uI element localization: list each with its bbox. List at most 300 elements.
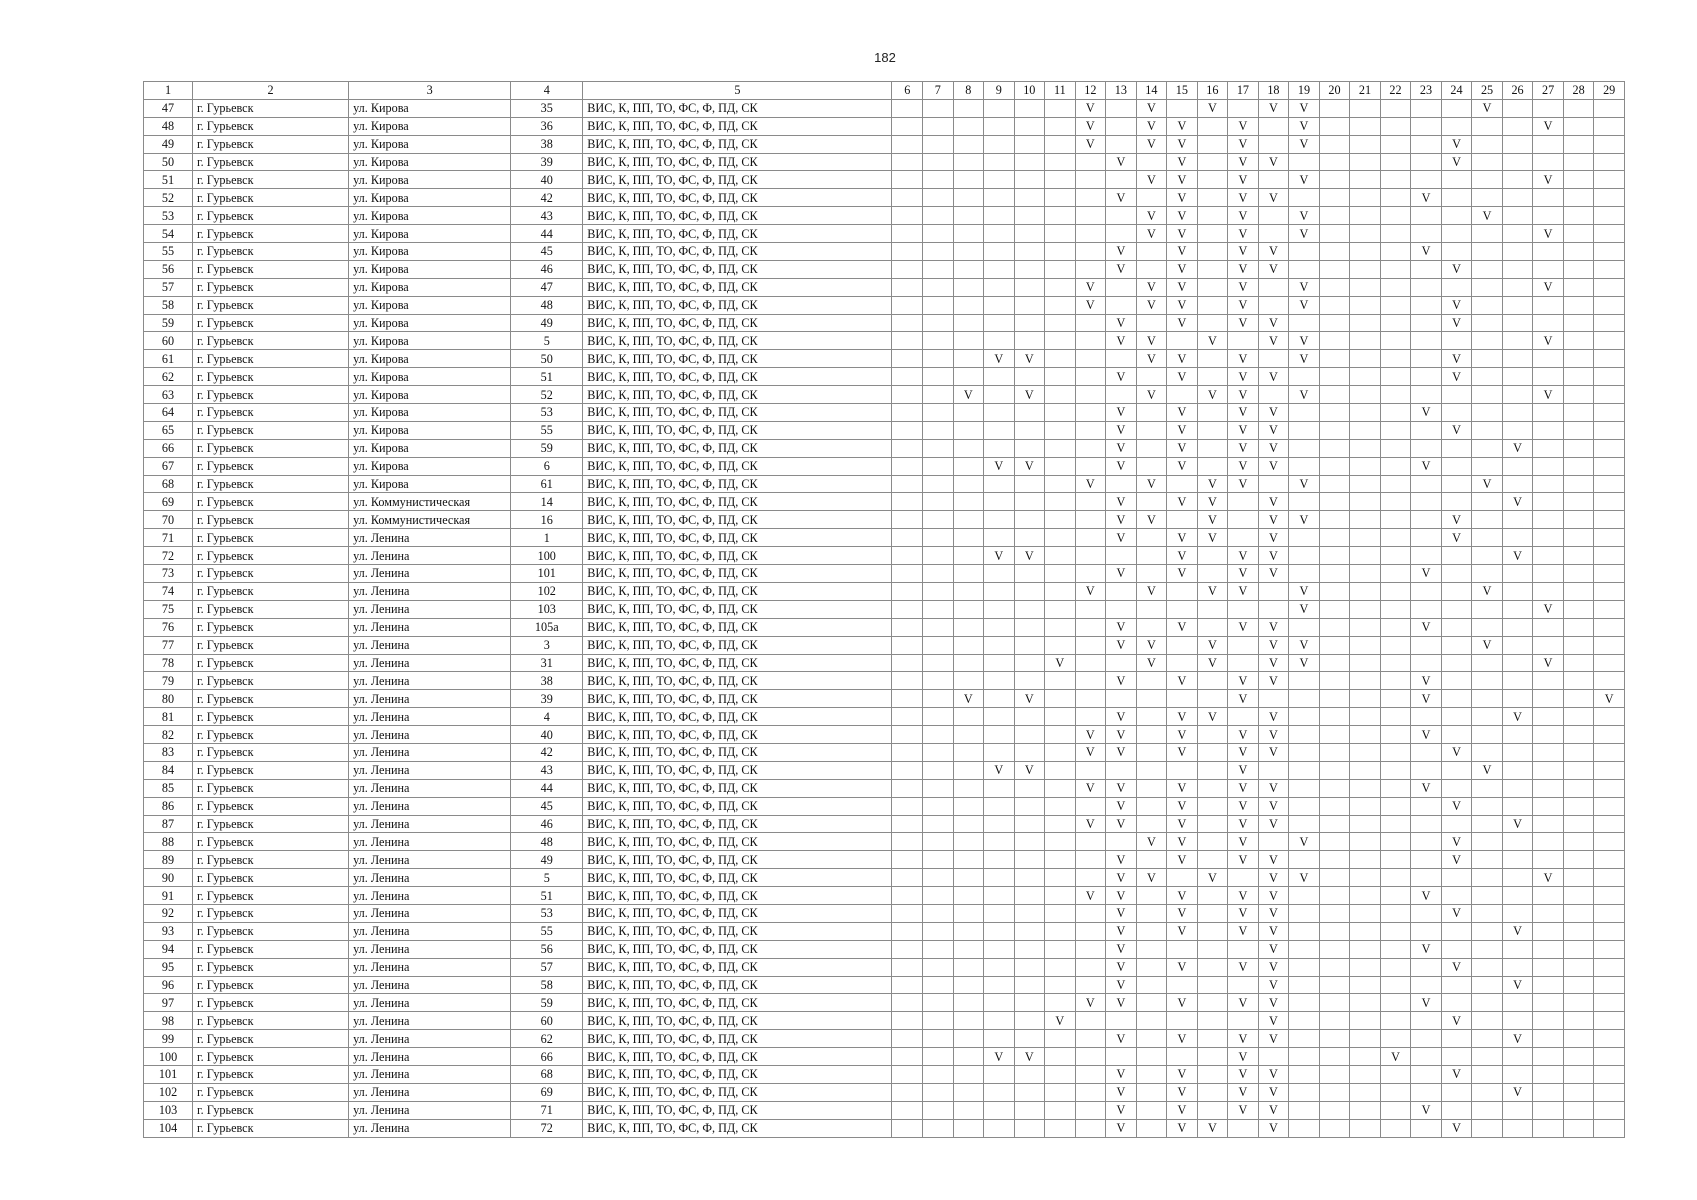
mark-cell: V (1228, 582, 1259, 600)
mark-cell: V (1106, 940, 1137, 958)
cell-street: ул. Кирова (349, 350, 511, 368)
mark-cell (953, 457, 984, 475)
mark-cell (1350, 404, 1381, 422)
mark-cell (1563, 743, 1594, 761)
table-row (144, 958, 1625, 976)
cell-n: 58 (144, 296, 193, 314)
mark-cell (1380, 529, 1411, 547)
mark-cell (1350, 171, 1381, 189)
table-row (144, 511, 1625, 529)
mark-cell (1319, 690, 1350, 708)
mark-cell (1441, 189, 1472, 207)
table-body (144, 99, 1625, 1137)
mark-cell (953, 1048, 984, 1066)
mark-cell: V (1014, 690, 1045, 708)
mark-cell (1014, 922, 1045, 940)
mark-cell (984, 153, 1015, 171)
mark-cell (1380, 976, 1411, 994)
mark-cell (1136, 493, 1167, 511)
mark-cell (1045, 493, 1076, 511)
mark-cell (1533, 851, 1564, 869)
cell-codes: ВИС, К, ПП, ТО, ФС, Ф, ПД, СК (583, 475, 892, 493)
mark-cell: V (1289, 386, 1320, 404)
mark-cell (1045, 207, 1076, 225)
mark-cell (984, 1065, 1015, 1083)
mark-cell (1411, 511, 1442, 529)
mark-cell (953, 1065, 984, 1083)
mark-cell: V (1258, 529, 1289, 547)
mark-cell (892, 565, 923, 583)
mark-cell (1533, 421, 1564, 439)
mark-cell (1197, 350, 1228, 368)
cell-city: г. Гурьевск (193, 636, 349, 654)
mark-cell (1350, 922, 1381, 940)
mark-cell (1533, 815, 1564, 833)
mark-cell (1533, 189, 1564, 207)
mark-cell (923, 368, 954, 386)
mark-cell (1197, 797, 1228, 815)
mark-cell (923, 529, 954, 547)
mark-cell (1380, 457, 1411, 475)
mark-cell: V (1258, 457, 1289, 475)
mark-cell: V (1167, 618, 1198, 636)
mark-cell (1380, 904, 1411, 922)
mark-cell (1075, 529, 1106, 547)
mark-cell (1014, 582, 1045, 600)
mark-cell (953, 189, 984, 207)
cell-codes: ВИС, К, ПП, ТО, ФС, Ф, ПД, СК (583, 421, 892, 439)
cell-house: 100 (511, 547, 583, 565)
mark-cell (1533, 1101, 1564, 1119)
mark-cell: V (1258, 815, 1289, 833)
mark-cell (1441, 600, 1472, 618)
table-row (144, 386, 1625, 404)
mark-cell (1258, 690, 1289, 708)
cell-street: ул. Ленина (349, 851, 511, 869)
mark-cell (1502, 117, 1533, 135)
mark-cell: V (1106, 439, 1137, 457)
mark-cell (1197, 1048, 1228, 1066)
mark-cell (923, 869, 954, 887)
mark-cell (1411, 117, 1442, 135)
mark-cell (923, 475, 954, 493)
mark-cell (953, 314, 984, 332)
mark-cell: V (1167, 743, 1198, 761)
mark-cell (984, 958, 1015, 976)
mark-cell (1045, 260, 1076, 278)
mark-cell (953, 439, 984, 457)
mark-cell (1594, 833, 1625, 851)
cell-city: г. Гурьевск (193, 618, 349, 636)
mark-cell (1014, 976, 1045, 994)
mark-cell (1197, 278, 1228, 296)
mark-cell (1014, 1012, 1045, 1030)
mark-cell: V (1258, 922, 1289, 940)
cell-house: 31 (511, 654, 583, 672)
mark-cell (1228, 708, 1259, 726)
mark-cell (1045, 976, 1076, 994)
mark-cell (1441, 475, 1472, 493)
mark-cell (1289, 1065, 1320, 1083)
cell-n: 100 (144, 1048, 193, 1066)
mark-cell (1350, 1101, 1381, 1119)
mark-cell: V (1106, 708, 1137, 726)
mark-cell (1380, 171, 1411, 189)
mark-cell (1380, 815, 1411, 833)
table-row (144, 797, 1625, 815)
mark-cell: V (1228, 994, 1259, 1012)
mark-cell: V (1075, 117, 1106, 135)
mark-cell: V (1075, 278, 1106, 296)
mark-cell (1350, 1048, 1381, 1066)
mark-cell: V (1106, 260, 1137, 278)
mark-cell (1411, 421, 1442, 439)
mark-cell (1289, 904, 1320, 922)
mark-cell (1350, 690, 1381, 708)
mark-cell (1594, 404, 1625, 422)
mark-cell (1350, 958, 1381, 976)
cell-n: 84 (144, 761, 193, 779)
cell-street: ул. Ленина (349, 529, 511, 547)
mark-cell (1441, 171, 1472, 189)
mark-cell (1594, 582, 1625, 600)
mark-cell: V (1106, 404, 1137, 422)
mark-cell (1594, 457, 1625, 475)
mark-cell (1533, 350, 1564, 368)
mark-cell: V (1411, 779, 1442, 797)
cell-codes: ВИС, К, ПП, ТО, ФС, Ф, ПД, СК (583, 618, 892, 636)
mark-cell (1563, 851, 1594, 869)
mark-cell (1594, 1083, 1625, 1101)
mark-cell: V (1106, 332, 1137, 350)
table-row (144, 207, 1625, 225)
mark-cell: V (1228, 475, 1259, 493)
mark-cell (1441, 117, 1472, 135)
mark-cell (1441, 922, 1472, 940)
cell-city: г. Гурьевск (193, 976, 349, 994)
cell-house: 47 (511, 278, 583, 296)
mark-cell (1106, 135, 1137, 153)
mark-cell (923, 278, 954, 296)
mark-cell (1258, 207, 1289, 225)
mark-cell (1563, 815, 1594, 833)
mark-cell (923, 135, 954, 153)
mark-cell (1197, 600, 1228, 618)
cell-codes: ВИС, К, ПП, ТО, ФС, Ф, ПД, СК (583, 1030, 892, 1048)
cell-codes: ВИС, К, ПП, ТО, ФС, Ф, ПД, СК (583, 171, 892, 189)
table-row (144, 851, 1625, 869)
mark-cell (1380, 296, 1411, 314)
mark-cell: V (1258, 994, 1289, 1012)
mark-cell: V (1167, 779, 1198, 797)
mark-cell (984, 260, 1015, 278)
cell-house: 46 (511, 815, 583, 833)
mark-cell (1502, 1048, 1533, 1066)
table-row (144, 225, 1625, 243)
mark-cell: V (1533, 386, 1564, 404)
mark-cell: V (1167, 1065, 1198, 1083)
mark-cell (953, 940, 984, 958)
mark-cell: V (1197, 708, 1228, 726)
mark-cell (1167, 976, 1198, 994)
mark-cell: V (1228, 887, 1259, 905)
mark-cell (984, 1119, 1015, 1137)
mark-cell (923, 672, 954, 690)
cell-street: ул. Кирова (349, 475, 511, 493)
mark-cell (923, 708, 954, 726)
cell-city: г. Гурьевск (193, 332, 349, 350)
mark-cell (1380, 1083, 1411, 1101)
mark-cell: V (1533, 654, 1564, 672)
mark-cell (1167, 386, 1198, 404)
mark-cell (1045, 547, 1076, 565)
mark-cell (1472, 708, 1503, 726)
mark-cell: V (1258, 869, 1289, 887)
mark-cell (1594, 260, 1625, 278)
mark-cell (1319, 654, 1350, 672)
mark-cell (1350, 1065, 1381, 1083)
mark-cell (1441, 672, 1472, 690)
mark-cell (1563, 958, 1594, 976)
mark-cell: V (1167, 135, 1198, 153)
cell-codes: ВИС, К, ПП, ТО, ФС, Ф, ПД, СК (583, 922, 892, 940)
cell-n: 73 (144, 565, 193, 583)
mark-cell (892, 761, 923, 779)
mark-cell (1319, 117, 1350, 135)
mark-cell (1319, 99, 1350, 117)
cell-street: ул. Ленина (349, 869, 511, 887)
mark-cell (1563, 618, 1594, 636)
mark-cell (1380, 565, 1411, 583)
cell-codes: ВИС, К, ПП, ТО, ФС, Ф, ПД, СК (583, 278, 892, 296)
mark-cell (1472, 547, 1503, 565)
mark-cell: V (1258, 1065, 1289, 1083)
mark-cell (1563, 296, 1594, 314)
mark-cell (1563, 225, 1594, 243)
cell-n: 92 (144, 904, 193, 922)
mark-cell: V (1258, 1119, 1289, 1137)
mark-cell (1502, 225, 1533, 243)
mark-cell (1045, 761, 1076, 779)
mark-cell (1014, 833, 1045, 851)
mark-cell (1594, 439, 1625, 457)
mark-cell: V (1228, 565, 1259, 583)
mark-cell (1136, 260, 1167, 278)
mark-cell (1594, 565, 1625, 583)
mark-cell: V (1167, 296, 1198, 314)
mark-cell (1014, 332, 1045, 350)
mark-cell (1045, 368, 1076, 386)
mark-cell: V (1167, 457, 1198, 475)
mark-cell (1594, 314, 1625, 332)
mark-cell (1502, 994, 1533, 1012)
mark-cell (1319, 887, 1350, 905)
mark-cell: V (1167, 404, 1198, 422)
mark-cell: V (1228, 726, 1259, 744)
mark-cell (1563, 636, 1594, 654)
cell-n: 85 (144, 779, 193, 797)
column-header: 19 (1289, 82, 1320, 100)
mark-cell (1289, 743, 1320, 761)
mark-cell (1594, 171, 1625, 189)
cell-street: ул. Ленина (349, 994, 511, 1012)
mark-cell (1563, 565, 1594, 583)
cell-codes: ВИС, К, ПП, ТО, ФС, Ф, ПД, СК (583, 761, 892, 779)
cell-street: ул. Ленина (349, 547, 511, 565)
mark-cell (1472, 171, 1503, 189)
mark-cell: V (1014, 761, 1045, 779)
mark-cell (1258, 225, 1289, 243)
mark-cell: V (1106, 511, 1137, 529)
mark-cell (1502, 1065, 1533, 1083)
mark-cell: V (1106, 922, 1137, 940)
mark-cell (1380, 600, 1411, 618)
cell-city: г. Гурьевск (193, 1119, 349, 1137)
cell-city: г. Гурьевск (193, 779, 349, 797)
mark-cell (1197, 887, 1228, 905)
cell-street: ул. Ленина (349, 565, 511, 583)
column-header: 15 (1167, 82, 1198, 100)
mark-cell (1350, 887, 1381, 905)
mark-cell (1319, 529, 1350, 547)
mark-cell: V (1228, 260, 1259, 278)
mark-cell: V (1106, 368, 1137, 386)
mark-cell (1380, 135, 1411, 153)
mark-cell (1533, 904, 1564, 922)
mark-cell (1014, 368, 1045, 386)
mark-cell (1350, 368, 1381, 386)
mark-cell: V (1106, 994, 1137, 1012)
mark-cell (1563, 797, 1594, 815)
mark-cell (1594, 350, 1625, 368)
mark-cell (1014, 726, 1045, 744)
mark-cell (1502, 1012, 1533, 1030)
mark-cell (953, 779, 984, 797)
mark-cell: V (1441, 135, 1472, 153)
mark-cell (1594, 493, 1625, 511)
mark-cell (1167, 654, 1198, 672)
mark-cell (1563, 1119, 1594, 1137)
mark-cell (1380, 278, 1411, 296)
cell-n: 97 (144, 994, 193, 1012)
mark-cell (953, 207, 984, 225)
mark-cell (1380, 708, 1411, 726)
mark-cell (923, 404, 954, 422)
mark-cell (1197, 153, 1228, 171)
cell-house: 102 (511, 582, 583, 600)
mark-cell (1319, 761, 1350, 779)
mark-cell (892, 332, 923, 350)
mark-cell (1502, 743, 1533, 761)
mark-cell: V (1075, 743, 1106, 761)
mark-cell (1197, 851, 1228, 869)
mark-cell (892, 225, 923, 243)
cell-house: 45 (511, 797, 583, 815)
mark-cell (1106, 1012, 1137, 1030)
cell-house: 66 (511, 1048, 583, 1066)
cell-codes: ВИС, К, ПП, ТО, ФС, Ф, ПД, СК (583, 547, 892, 565)
mark-cell (1380, 189, 1411, 207)
mark-cell (1472, 851, 1503, 869)
cell-city: г. Гурьевск (193, 350, 349, 368)
mark-cell (1258, 600, 1289, 618)
mark-cell (1411, 296, 1442, 314)
mark-cell (1319, 493, 1350, 511)
cell-n: 101 (144, 1065, 193, 1083)
mark-cell: V (1411, 994, 1442, 1012)
mark-cell (1563, 779, 1594, 797)
mark-cell (1411, 743, 1442, 761)
mark-cell: V (1136, 833, 1167, 851)
mark-cell (1045, 797, 1076, 815)
cell-city: г. Гурьевск (193, 117, 349, 135)
mark-cell (984, 833, 1015, 851)
mark-cell: V (1167, 207, 1198, 225)
mark-cell (1289, 618, 1320, 636)
mark-cell: V (1441, 368, 1472, 386)
mark-cell (1533, 708, 1564, 726)
mark-cell: V (1167, 260, 1198, 278)
mark-cell: V (1411, 404, 1442, 422)
mark-cell (1441, 1048, 1472, 1066)
table-row (144, 189, 1625, 207)
mark-cell (923, 153, 954, 171)
cell-street: ул. Кирова (349, 243, 511, 261)
cell-n: 104 (144, 1119, 193, 1137)
mark-cell (1075, 421, 1106, 439)
cell-street: ул. Кирова (349, 332, 511, 350)
mark-cell: V (1106, 726, 1137, 744)
mark-cell (1441, 690, 1472, 708)
mark-cell (1350, 350, 1381, 368)
cell-street: ул. Ленина (349, 636, 511, 654)
mark-cell: V (1228, 922, 1259, 940)
cell-street: ул. Ленина (349, 600, 511, 618)
cell-codes: ВИС, К, ПП, ТО, ФС, Ф, ПД, СК (583, 296, 892, 314)
mark-cell (984, 117, 1015, 135)
mark-cell (1319, 958, 1350, 976)
mark-cell (1136, 672, 1167, 690)
mark-cell: V (1075, 815, 1106, 833)
mark-cell (1563, 529, 1594, 547)
mark-cell (1014, 618, 1045, 636)
mark-cell (1472, 189, 1503, 207)
mark-cell (1411, 439, 1442, 457)
mark-cell (984, 171, 1015, 189)
mark-cell (1045, 833, 1076, 851)
cell-codes: ВИС, К, ПП, ТО, ФС, Ф, ПД, СК (583, 332, 892, 350)
mark-cell (1533, 153, 1564, 171)
mark-cell (1563, 457, 1594, 475)
cell-house: 53 (511, 404, 583, 422)
mark-cell (1563, 153, 1594, 171)
cell-street: ул. Кирова (349, 135, 511, 153)
column-header: 14 (1136, 82, 1167, 100)
mark-cell: V (1106, 1101, 1137, 1119)
mark-cell (892, 1030, 923, 1048)
mark-cell (1075, 904, 1106, 922)
cell-house: 39 (511, 153, 583, 171)
mark-cell (984, 421, 1015, 439)
mark-cell: V (1106, 1083, 1137, 1101)
mark-cell: V (1502, 976, 1533, 994)
mark-cell (984, 529, 1015, 547)
mark-cell (923, 887, 954, 905)
mark-cell (1075, 171, 1106, 189)
mark-cell: V (1289, 171, 1320, 189)
table-row (144, 922, 1625, 940)
mark-cell (1075, 511, 1106, 529)
